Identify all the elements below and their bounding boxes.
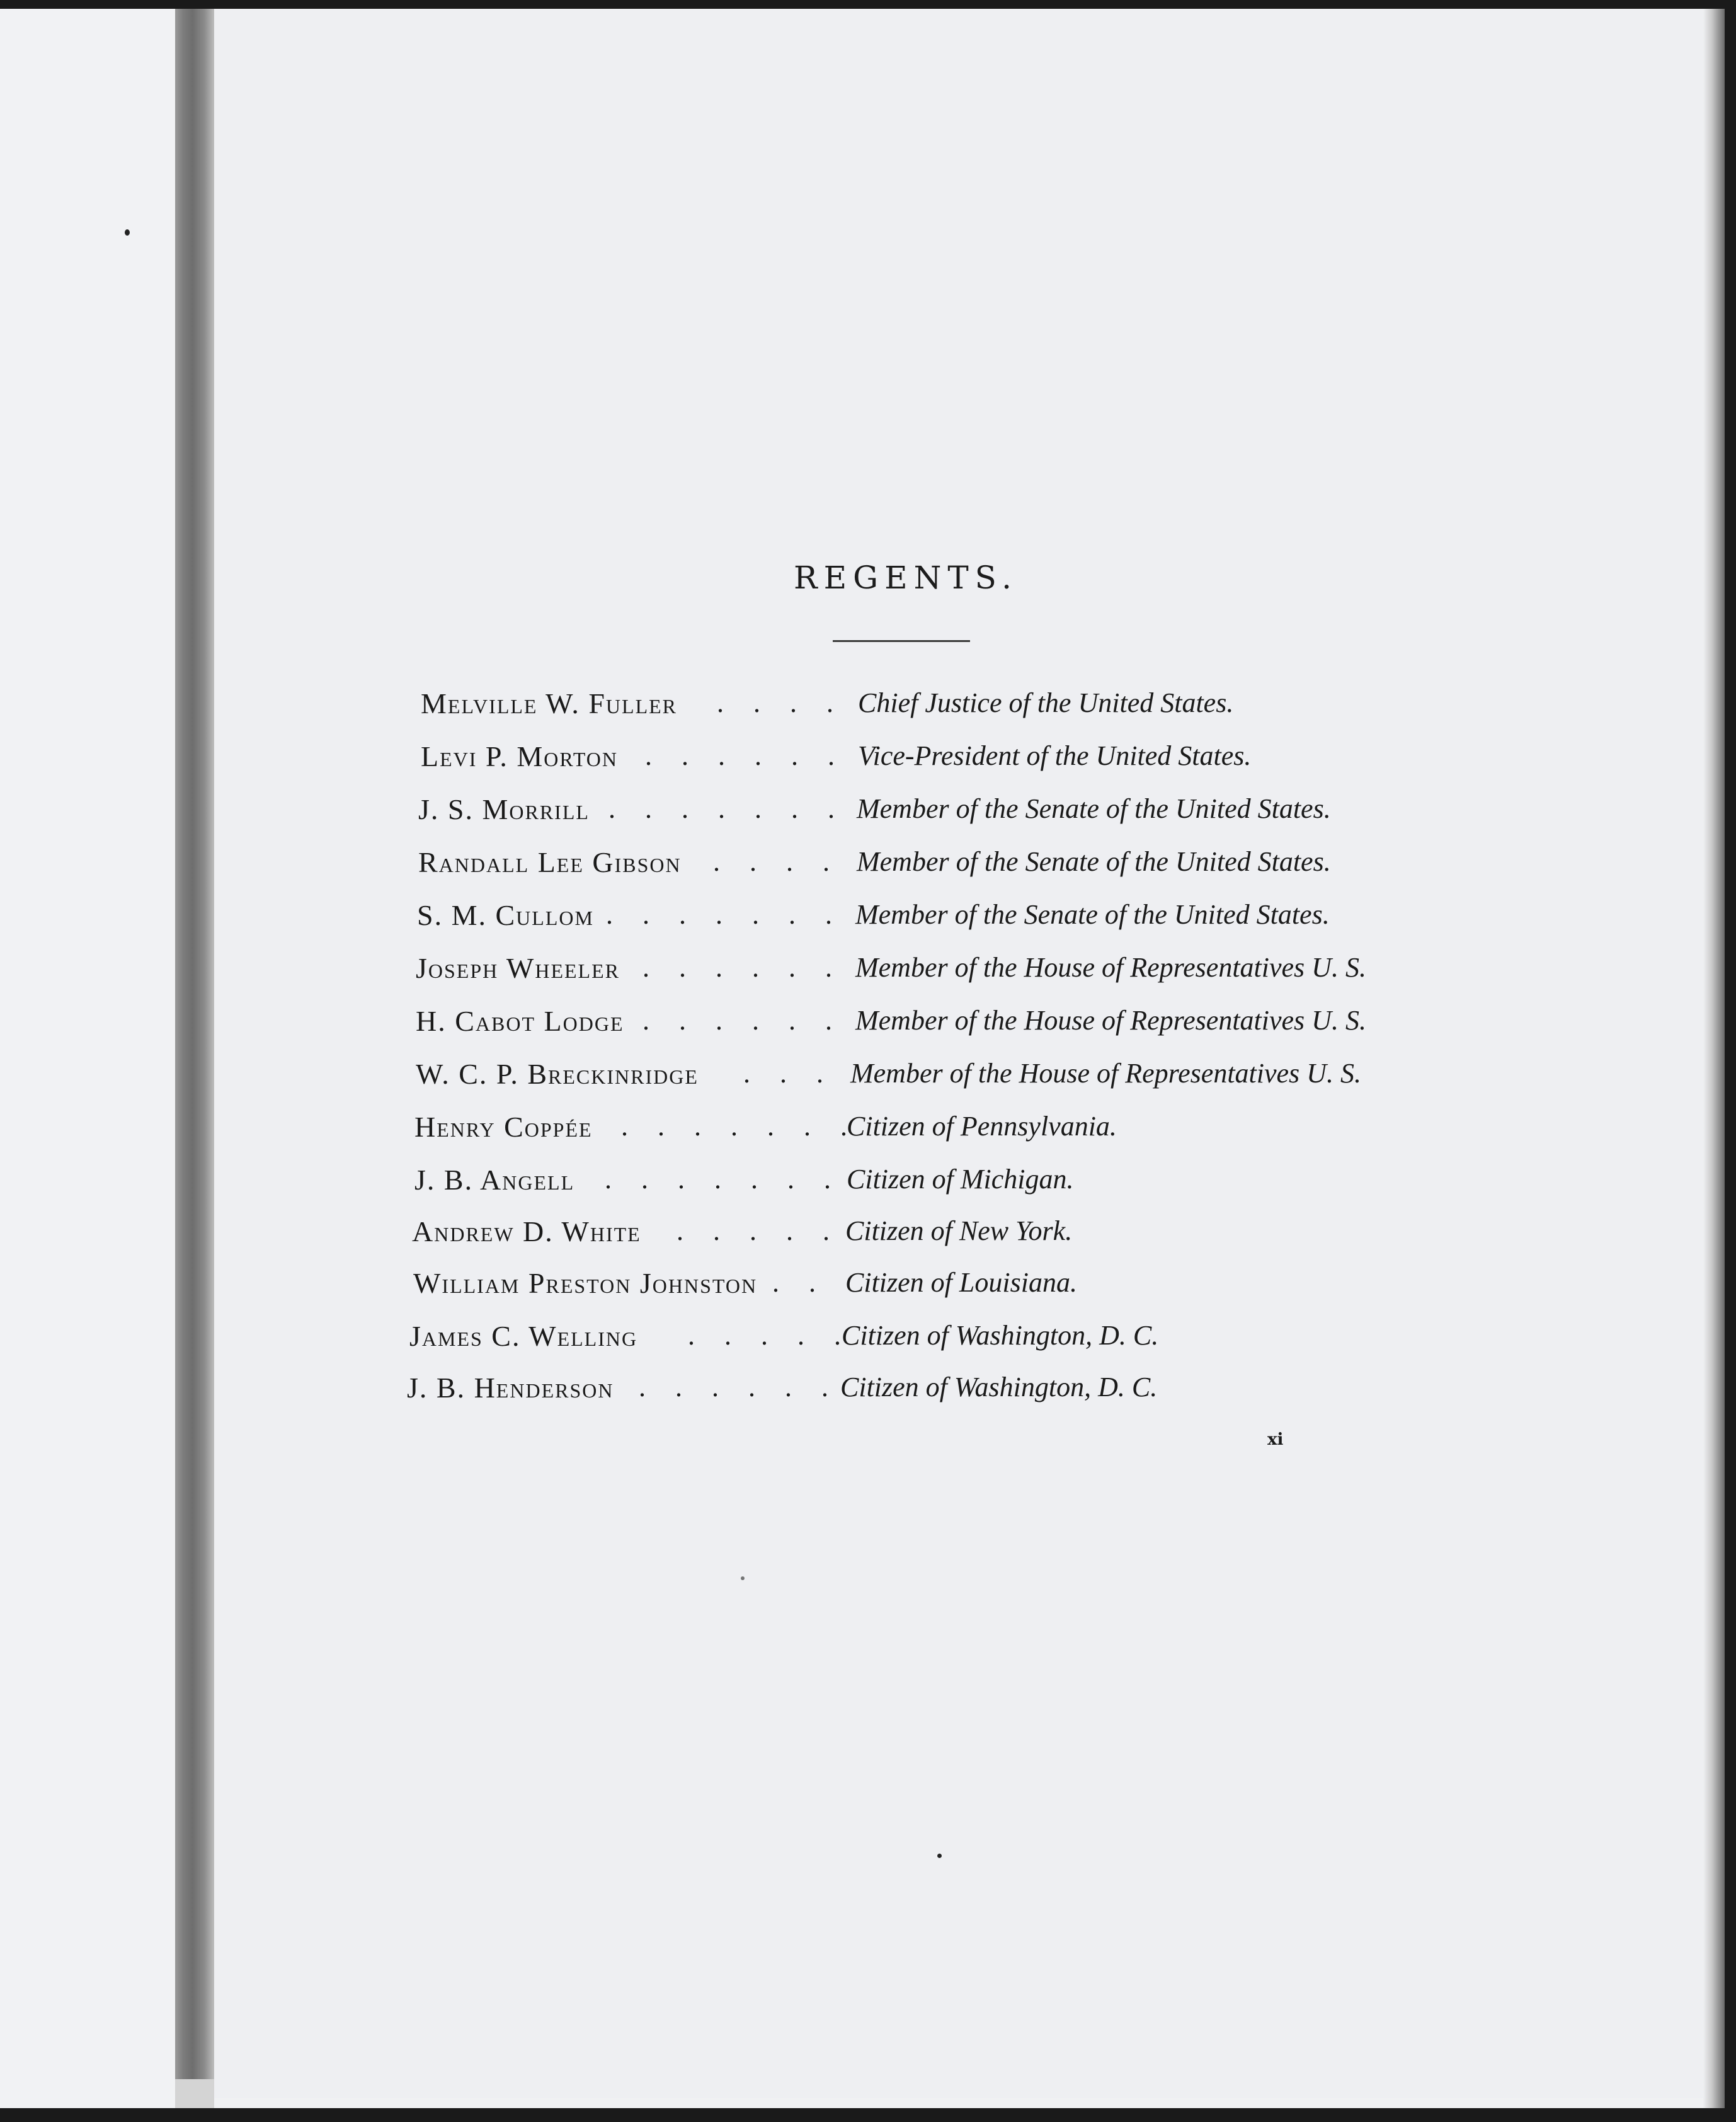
- regent-office: Chief Justice of the United States.: [858, 687, 1234, 718]
- scan-speck: [125, 229, 130, 236]
- regent-office: Member of the Senate of the United States.: [857, 793, 1331, 824]
- leader-dots: . . . .: [713, 846, 841, 877]
- page-title: REGENTS.: [794, 559, 1019, 596]
- regent-name: J. B. Henderson: [407, 1372, 614, 1404]
- regent-office: Vice-President of the United States.: [858, 740, 1252, 771]
- scan-border-bottom: [0, 2108, 1736, 2122]
- leader-dots: . . . . . .: [645, 740, 846, 771]
- regent-name: J. B. Angell: [414, 1164, 575, 1196]
- scan-border-top: [0, 0, 1736, 9]
- left-page: [0, 9, 175, 2108]
- scan-speck: [741, 1576, 745, 1580]
- leader-dots: . . . . . . .: [621, 1111, 859, 1142]
- title-rule: [833, 640, 970, 642]
- scan-speck: [937, 1854, 942, 1858]
- regent-office: Citizen of New York.: [845, 1215, 1073, 1246]
- leader-dots: . .: [772, 1267, 827, 1298]
- regent-office: Citizen of Michigan.: [847, 1164, 1074, 1195]
- gutter-bottom: [175, 2079, 214, 2108]
- leader-dots: . . . . . .: [642, 952, 843, 983]
- leader-dots: . . . . .: [677, 1215, 841, 1246]
- regent-name: H. Cabot Lodge: [416, 1005, 624, 1037]
- regent-office: Citizen of Washington, D. C.: [842, 1320, 1159, 1351]
- regent-name: William Preston Johnston: [413, 1267, 758, 1299]
- regent-name: James C. Welling: [409, 1320, 638, 1352]
- regent-office: Citizen of Louisiana.: [845, 1267, 1077, 1298]
- regent-name: Melville W. Fuller: [421, 687, 678, 720]
- regent-office: Member of the House of Representatives U. S.: [850, 1058, 1361, 1089]
- leader-dots: . . . . .: [688, 1320, 852, 1351]
- leader-dots: . . . . . .: [639, 1372, 840, 1402]
- leader-dots: . . . .: [717, 687, 845, 718]
- regent-name: S. M. Cullom: [417, 899, 594, 931]
- scan-border-right: [1725, 0, 1736, 2122]
- right-page: [214, 9, 1703, 2098]
- leader-dots: . . . . . . .: [605, 1164, 842, 1195]
- leader-dots: . . . . . . .: [608, 793, 846, 824]
- leader-dots: . . . . . . .: [606, 899, 843, 930]
- regent-office: Citizen of Pennsylvania.: [847, 1111, 1117, 1142]
- book-gutter: [175, 9, 214, 2082]
- leader-dots: . . . . . .: [642, 1005, 843, 1036]
- regent-name: Joseph Wheeler: [416, 952, 620, 984]
- regent-office: Member of the Senate of the United States.: [855, 899, 1330, 930]
- regent-office: Member of the Senate of the United States.: [857, 846, 1331, 877]
- regent-name: J. S. Morrill: [418, 793, 590, 825]
- regent-name: Henry Coppée: [414, 1111, 593, 1143]
- regent-office: Citizen of Washington, D. C.: [840, 1372, 1158, 1402]
- leader-dots: . . .: [743, 1058, 835, 1089]
- page-number: xi: [1267, 1430, 1284, 1449]
- regent-name: Levi P. Morton: [421, 740, 619, 772]
- regent-office: Member of the House of Representatives U. S.: [855, 952, 1366, 983]
- regent-office: Member of the House of Representatives U. S.: [855, 1005, 1366, 1036]
- regent-name: Andrew D. White: [412, 1215, 641, 1247]
- regent-name: Randall Lee Gibson: [418, 846, 682, 878]
- regent-name: W. C. P. Breckinridge: [416, 1058, 699, 1090]
- page-edge-shadow: [1703, 9, 1725, 2108]
